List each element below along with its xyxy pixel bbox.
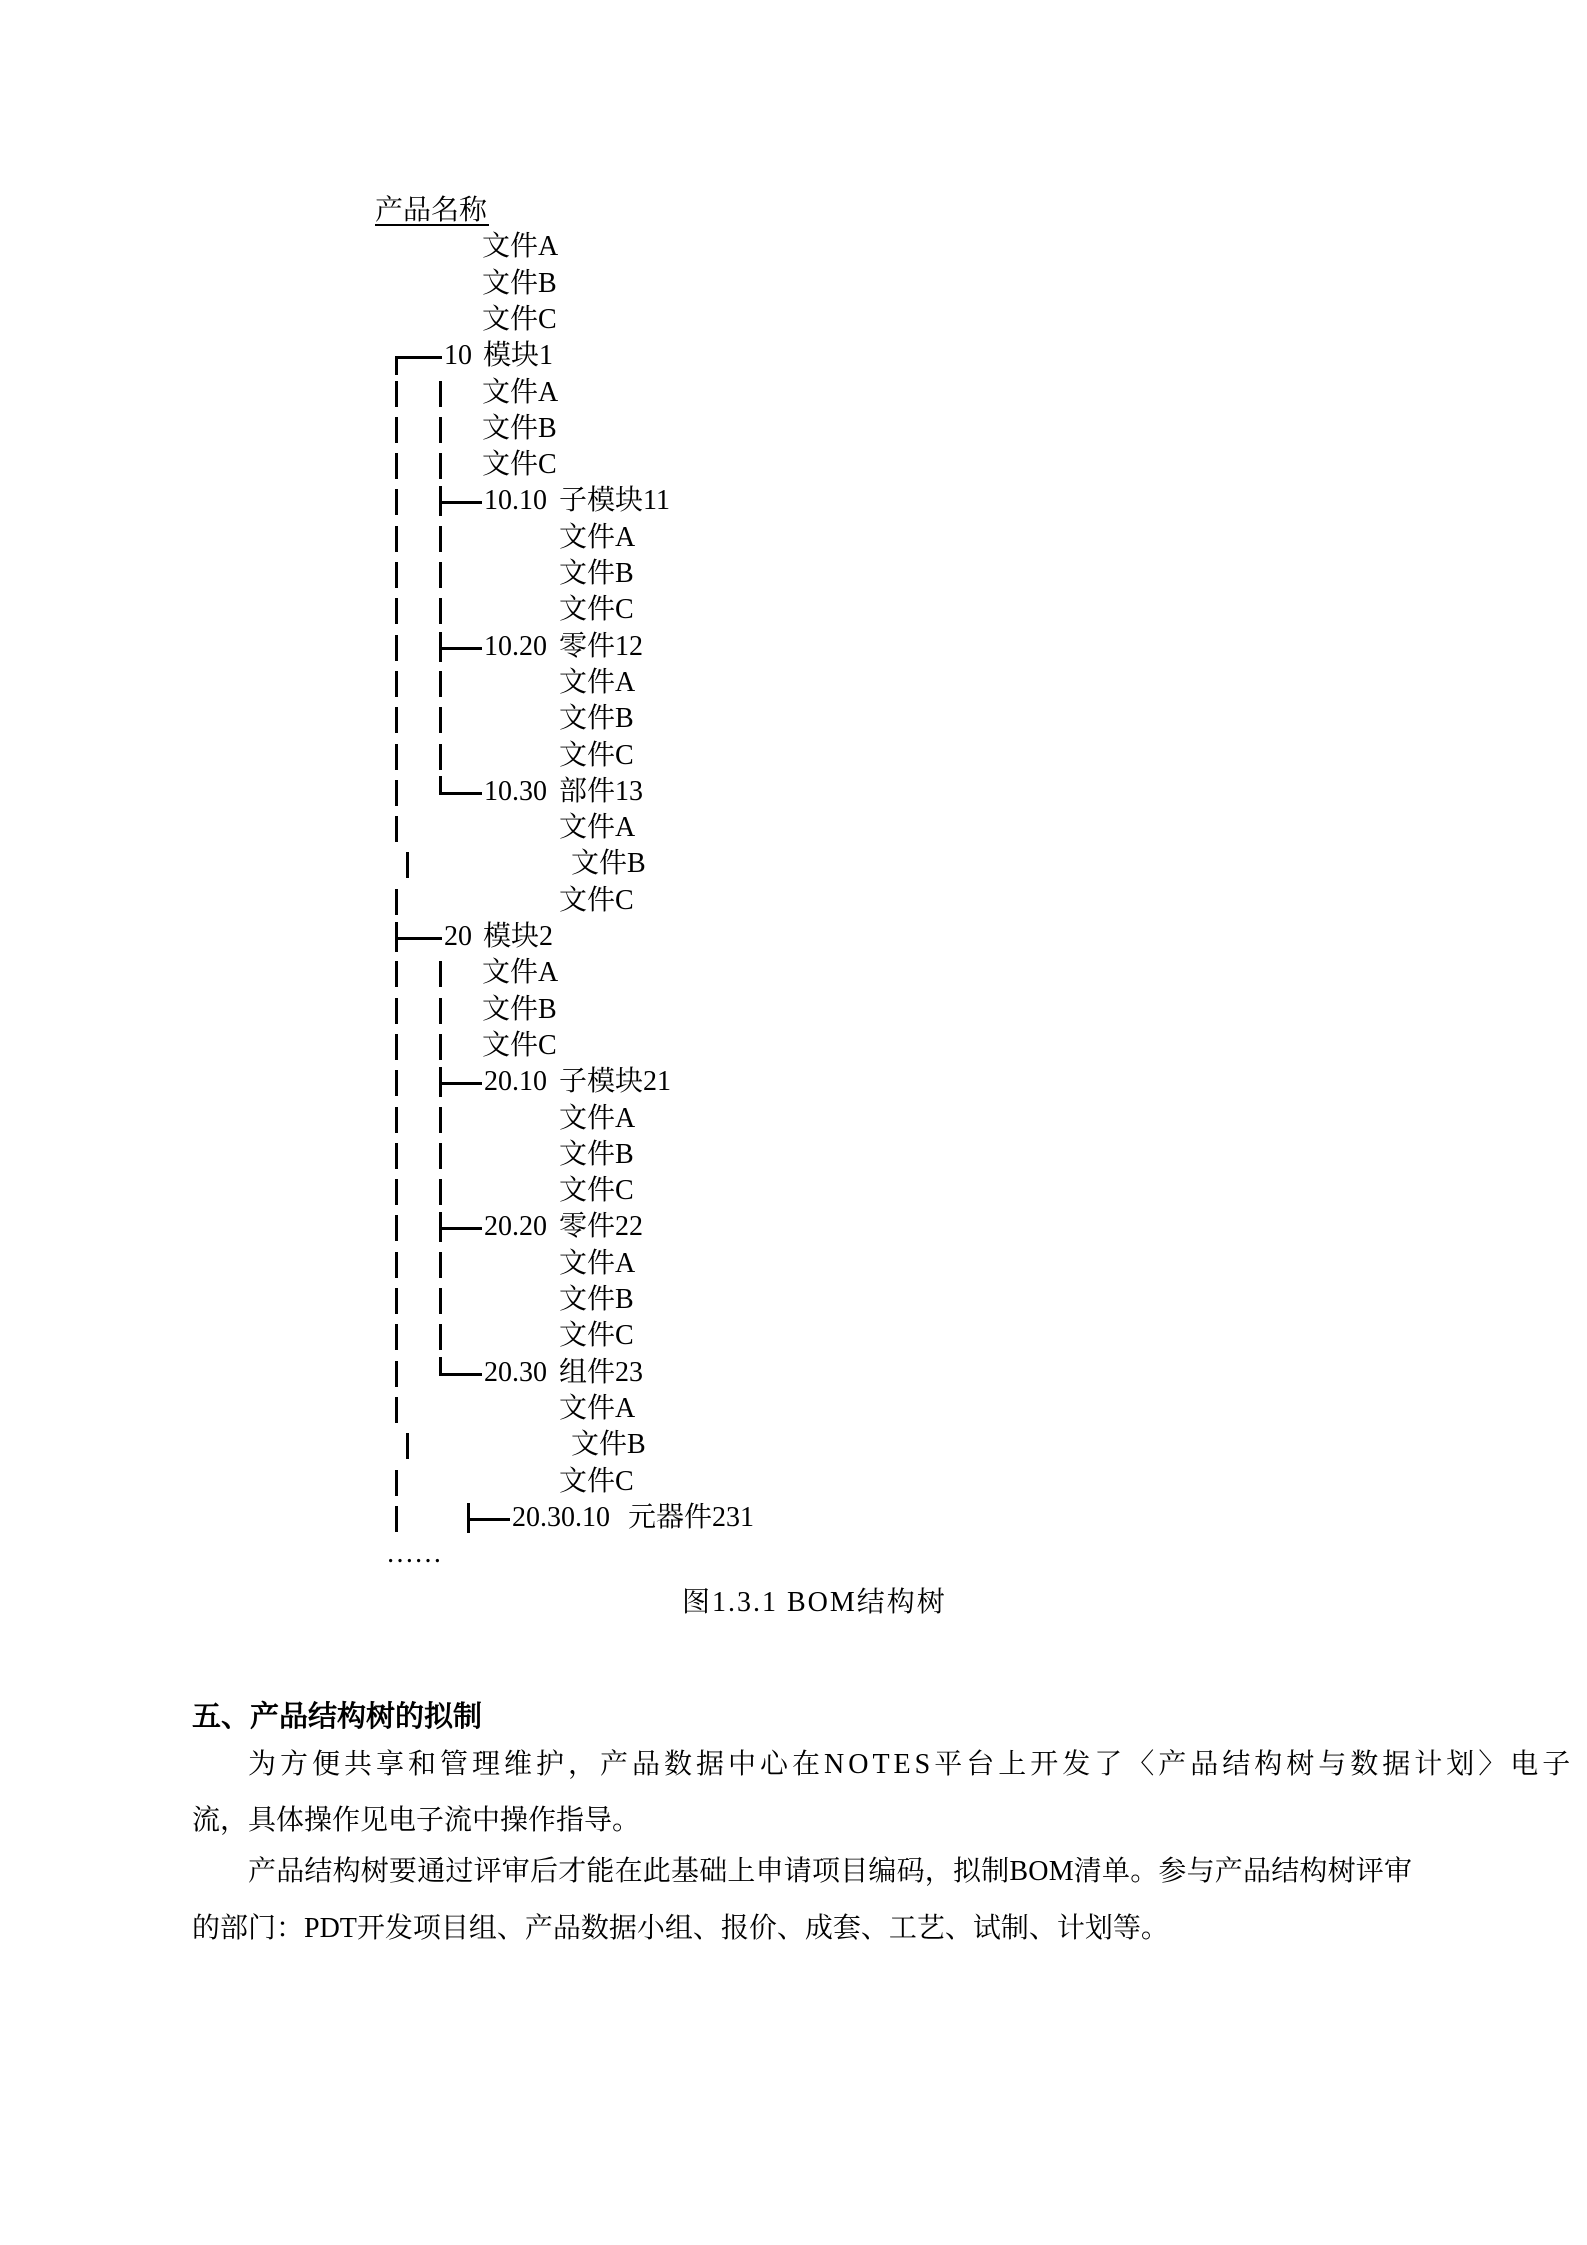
tree-pipe-tick	[439, 1179, 442, 1205]
tree-node-row-10.20	[0, 629, 1587, 666]
tree-pipe-tick	[439, 1034, 442, 1060]
tree-file-row	[0, 846, 1587, 883]
tree-node-row-20.10	[0, 1064, 1587, 1101]
tree-file-label: 文件C	[559, 884, 634, 916]
tree-file-row	[0, 375, 1587, 412]
tree-node-name: 子模块21	[559, 1066, 672, 1098]
tree-pipe-tick	[439, 1107, 442, 1133]
tree-file-row	[0, 1101, 1587, 1138]
tree-pipe-tick	[439, 417, 442, 443]
tree-node-code: 20	[444, 921, 472, 952]
tree-node-row-20.20	[0, 1209, 1587, 1246]
tree-pipe-tick	[395, 1470, 398, 1496]
tree-file-label: 文件A	[482, 957, 559, 989]
tree-pipe-tick	[395, 417, 398, 443]
tree-pipe-tick	[395, 1288, 398, 1314]
tree-pipe-tick	[395, 889, 398, 915]
tree-file-label: 文件C	[559, 739, 634, 771]
tree-pipe-tick	[395, 1107, 398, 1133]
tree-node-name: 组件23	[559, 1356, 644, 1388]
tree-file-row	[0, 992, 1587, 1029]
tree-file-label: 文件A	[482, 231, 559, 263]
tree-file-row	[0, 520, 1587, 557]
tree-pipe-tick	[439, 1143, 442, 1169]
tree-node-code: 10	[444, 340, 472, 372]
tree-pipe-tick	[439, 998, 442, 1024]
tree-connector-branch-line	[439, 501, 482, 504]
tree-node-row-10.30	[0, 774, 1587, 811]
tree-pipe-tick	[395, 1070, 398, 1096]
tree-pipe-tick	[395, 780, 398, 806]
tree-connector-branch-line	[439, 1082, 482, 1085]
tree-pipe-tick	[395, 526, 398, 552]
tree-pipe-tick	[395, 1179, 398, 1205]
tree-connector-branch-line	[439, 1373, 482, 1376]
tree-file-label: 文件A	[559, 1102, 636, 1134]
tree-pipe-tick	[395, 562, 398, 588]
tree-file-label: 文件B	[482, 993, 557, 1025]
paragraph-1-line: 流，具体操作见电子流中操作指导。	[192, 1805, 641, 1836]
tree-file-row	[0, 955, 1587, 992]
tree-pipe-tick	[395, 1397, 398, 1423]
tree-pipe-tick	[395, 381, 398, 407]
tree-pipe-tick	[395, 598, 398, 624]
tree-pipe-tick	[395, 453, 398, 479]
tree-pipe-tick	[439, 1288, 442, 1314]
tree-file-row	[0, 665, 1587, 702]
tree-file-label: 文件C	[559, 1320, 634, 1352]
tree-node-code: 10.20	[484, 630, 547, 662]
tree-file-row	[0, 1464, 1587, 1501]
tree-pipe-tick	[395, 816, 398, 842]
tree-pipe-tick	[395, 1361, 398, 1387]
tree-file-label: 文件B	[559, 558, 634, 589]
tree-node-code: 20.30	[484, 1356, 547, 1388]
tree-file-row	[0, 1137, 1587, 1174]
tree-pipe-tick	[395, 998, 398, 1024]
tree-node-row-20.30	[0, 1355, 1587, 1392]
tree-root-row	[0, 193, 1587, 230]
tree-connector-branch-line	[395, 937, 442, 940]
tree-node-name: 模块2	[483, 921, 554, 952]
tree-pipe-tick	[439, 562, 442, 588]
tree-file-label: 文件C	[482, 303, 557, 335]
tree-file-row	[0, 1391, 1587, 1428]
tree-node-code: 20.30.10	[512, 1501, 610, 1533]
tree-file-label: 文件A	[559, 521, 636, 553]
tree-file-row	[0, 1282, 1587, 1319]
tree-file-label: 文件C	[482, 1029, 557, 1061]
tree-ellipsis: ……	[386, 1538, 442, 1570]
tree-node-row-20.30.10	[0, 1500, 1587, 1537]
tree-node-row-10.10	[0, 483, 1587, 520]
tree-file-row	[0, 738, 1587, 775]
tree-node-name: 模块1	[483, 340, 554, 372]
tree-pipe-tick	[395, 1215, 398, 1241]
tree-pipe-tick	[395, 1324, 398, 1350]
tree-pipe-tick	[395, 635, 398, 661]
tree-file-label: 文件A	[482, 376, 559, 408]
tree-file-row	[0, 1246, 1587, 1283]
tree-node-code: 20.10	[484, 1066, 547, 1098]
tree-node-name: 零件12	[559, 630, 644, 662]
tree-node-code: 10.10	[484, 485, 547, 517]
tree-file-row	[0, 302, 1587, 339]
tree-node-row-20	[0, 919, 1587, 956]
tree-connector-branch-line	[439, 647, 482, 650]
tree-file-label: 文件B	[559, 703, 634, 735]
tree-connector-branch-line	[439, 1227, 482, 1230]
tree-connector-branch-line	[467, 1518, 510, 1521]
tree-file-row	[0, 1028, 1587, 1065]
tree-file-row	[0, 1318, 1587, 1355]
tree-file-row	[0, 556, 1587, 593]
tree-pipe-tick	[395, 1506, 398, 1532]
tree-pipe-tick	[439, 961, 442, 987]
figure-caption: 图1.3.1 BOM结构树	[682, 1587, 947, 1618]
tree-pipe-tick	[395, 707, 398, 733]
tree-file-row	[0, 411, 1587, 448]
tree-node-name: 部件13	[559, 775, 644, 807]
tree-file-label: 文件C	[559, 594, 634, 626]
tree-file-label: 文件C	[482, 449, 557, 481]
tree-file-row	[0, 229, 1587, 266]
tree-pipe-tick	[439, 453, 442, 479]
tree-file-label: 文件A	[559, 666, 636, 698]
tree-node-name: 子模块11	[559, 485, 670, 517]
tree-file-row	[0, 1427, 1587, 1464]
tree-pipe-tick	[395, 961, 398, 987]
tree-pipe-tick	[439, 707, 442, 733]
tree-pipe-tick	[406, 1433, 409, 1459]
tree-pipe-tick	[395, 1034, 398, 1060]
tree-file-label: 文件B	[571, 848, 646, 880]
tree-pipe-tick	[439, 1252, 442, 1278]
tree-connector-branch-line	[439, 792, 482, 795]
tree-file-row	[0, 883, 1587, 920]
tree-file-row	[0, 447, 1587, 484]
tree-file-row	[0, 810, 1587, 847]
tree-node-row-10	[0, 338, 1587, 375]
tree-file-label: 文件A	[559, 812, 636, 844]
tree-file-label: 文件C	[559, 1175, 634, 1207]
tree-file-row	[0, 592, 1587, 629]
paragraph-2-line: 产品结构树要通过评审后才能在此基础上申请项目编码，拟制BOM清单。参与产品结构树评审	[248, 1856, 1413, 1887]
tree-pipe-tick	[395, 744, 398, 770]
tree-connector-branch-line	[395, 356, 442, 359]
tree-ellipsis-row	[0, 1536, 1587, 1573]
tree-file-label: 文件C	[559, 1465, 634, 1497]
tree-pipe-tick	[439, 671, 442, 697]
tree-file-row	[0, 266, 1587, 303]
tree-pipe-tick	[439, 526, 442, 552]
tree-node-code: 20.20	[484, 1211, 547, 1243]
tree-node-name: 零件22	[559, 1211, 644, 1243]
tree-file-label: 文件B	[482, 267, 557, 299]
tree-node-name: 元器件231	[628, 1501, 755, 1533]
tree-file-label: 文件B	[559, 1284, 634, 1315]
tree-root-label: 产品名称	[375, 195, 488, 226]
tree-pipe-tick	[439, 1324, 442, 1350]
tree-file-label: 文件B	[482, 412, 557, 444]
tree-pipe-tick	[439, 381, 442, 407]
tree-file-label: 文件A	[559, 1392, 636, 1424]
paragraph-1-line: 为方便共享和管理维护，产品数据中心在NOTES平台上开发了〈产品结构树与数据计划〉电子	[248, 1749, 1575, 1780]
tree-pipe-tick	[406, 852, 409, 878]
tree-file-label: 文件B	[559, 1138, 634, 1170]
tree-pipe-tick	[395, 671, 398, 697]
paragraph-2-line: 的部门：PDT开发项目组、产品数据小组、报价、成套、工艺、试制、计划等。	[192, 1913, 1169, 1944]
tree-pipe-tick	[439, 598, 442, 624]
tree-file-label: 文件B	[571, 1429, 646, 1461]
tree-pipe-tick	[395, 489, 398, 515]
tree-file-row	[0, 701, 1587, 738]
section-heading: 五、产品结构树的拟制	[192, 1701, 483, 1733]
tree-pipe-tick	[395, 1143, 398, 1169]
tree-node-code: 10.30	[484, 775, 547, 807]
tree-pipe-tick	[395, 1252, 398, 1278]
tree-file-label: 文件A	[559, 1247, 636, 1279]
tree-pipe-tick	[439, 744, 442, 770]
tree-file-row	[0, 1173, 1587, 1210]
